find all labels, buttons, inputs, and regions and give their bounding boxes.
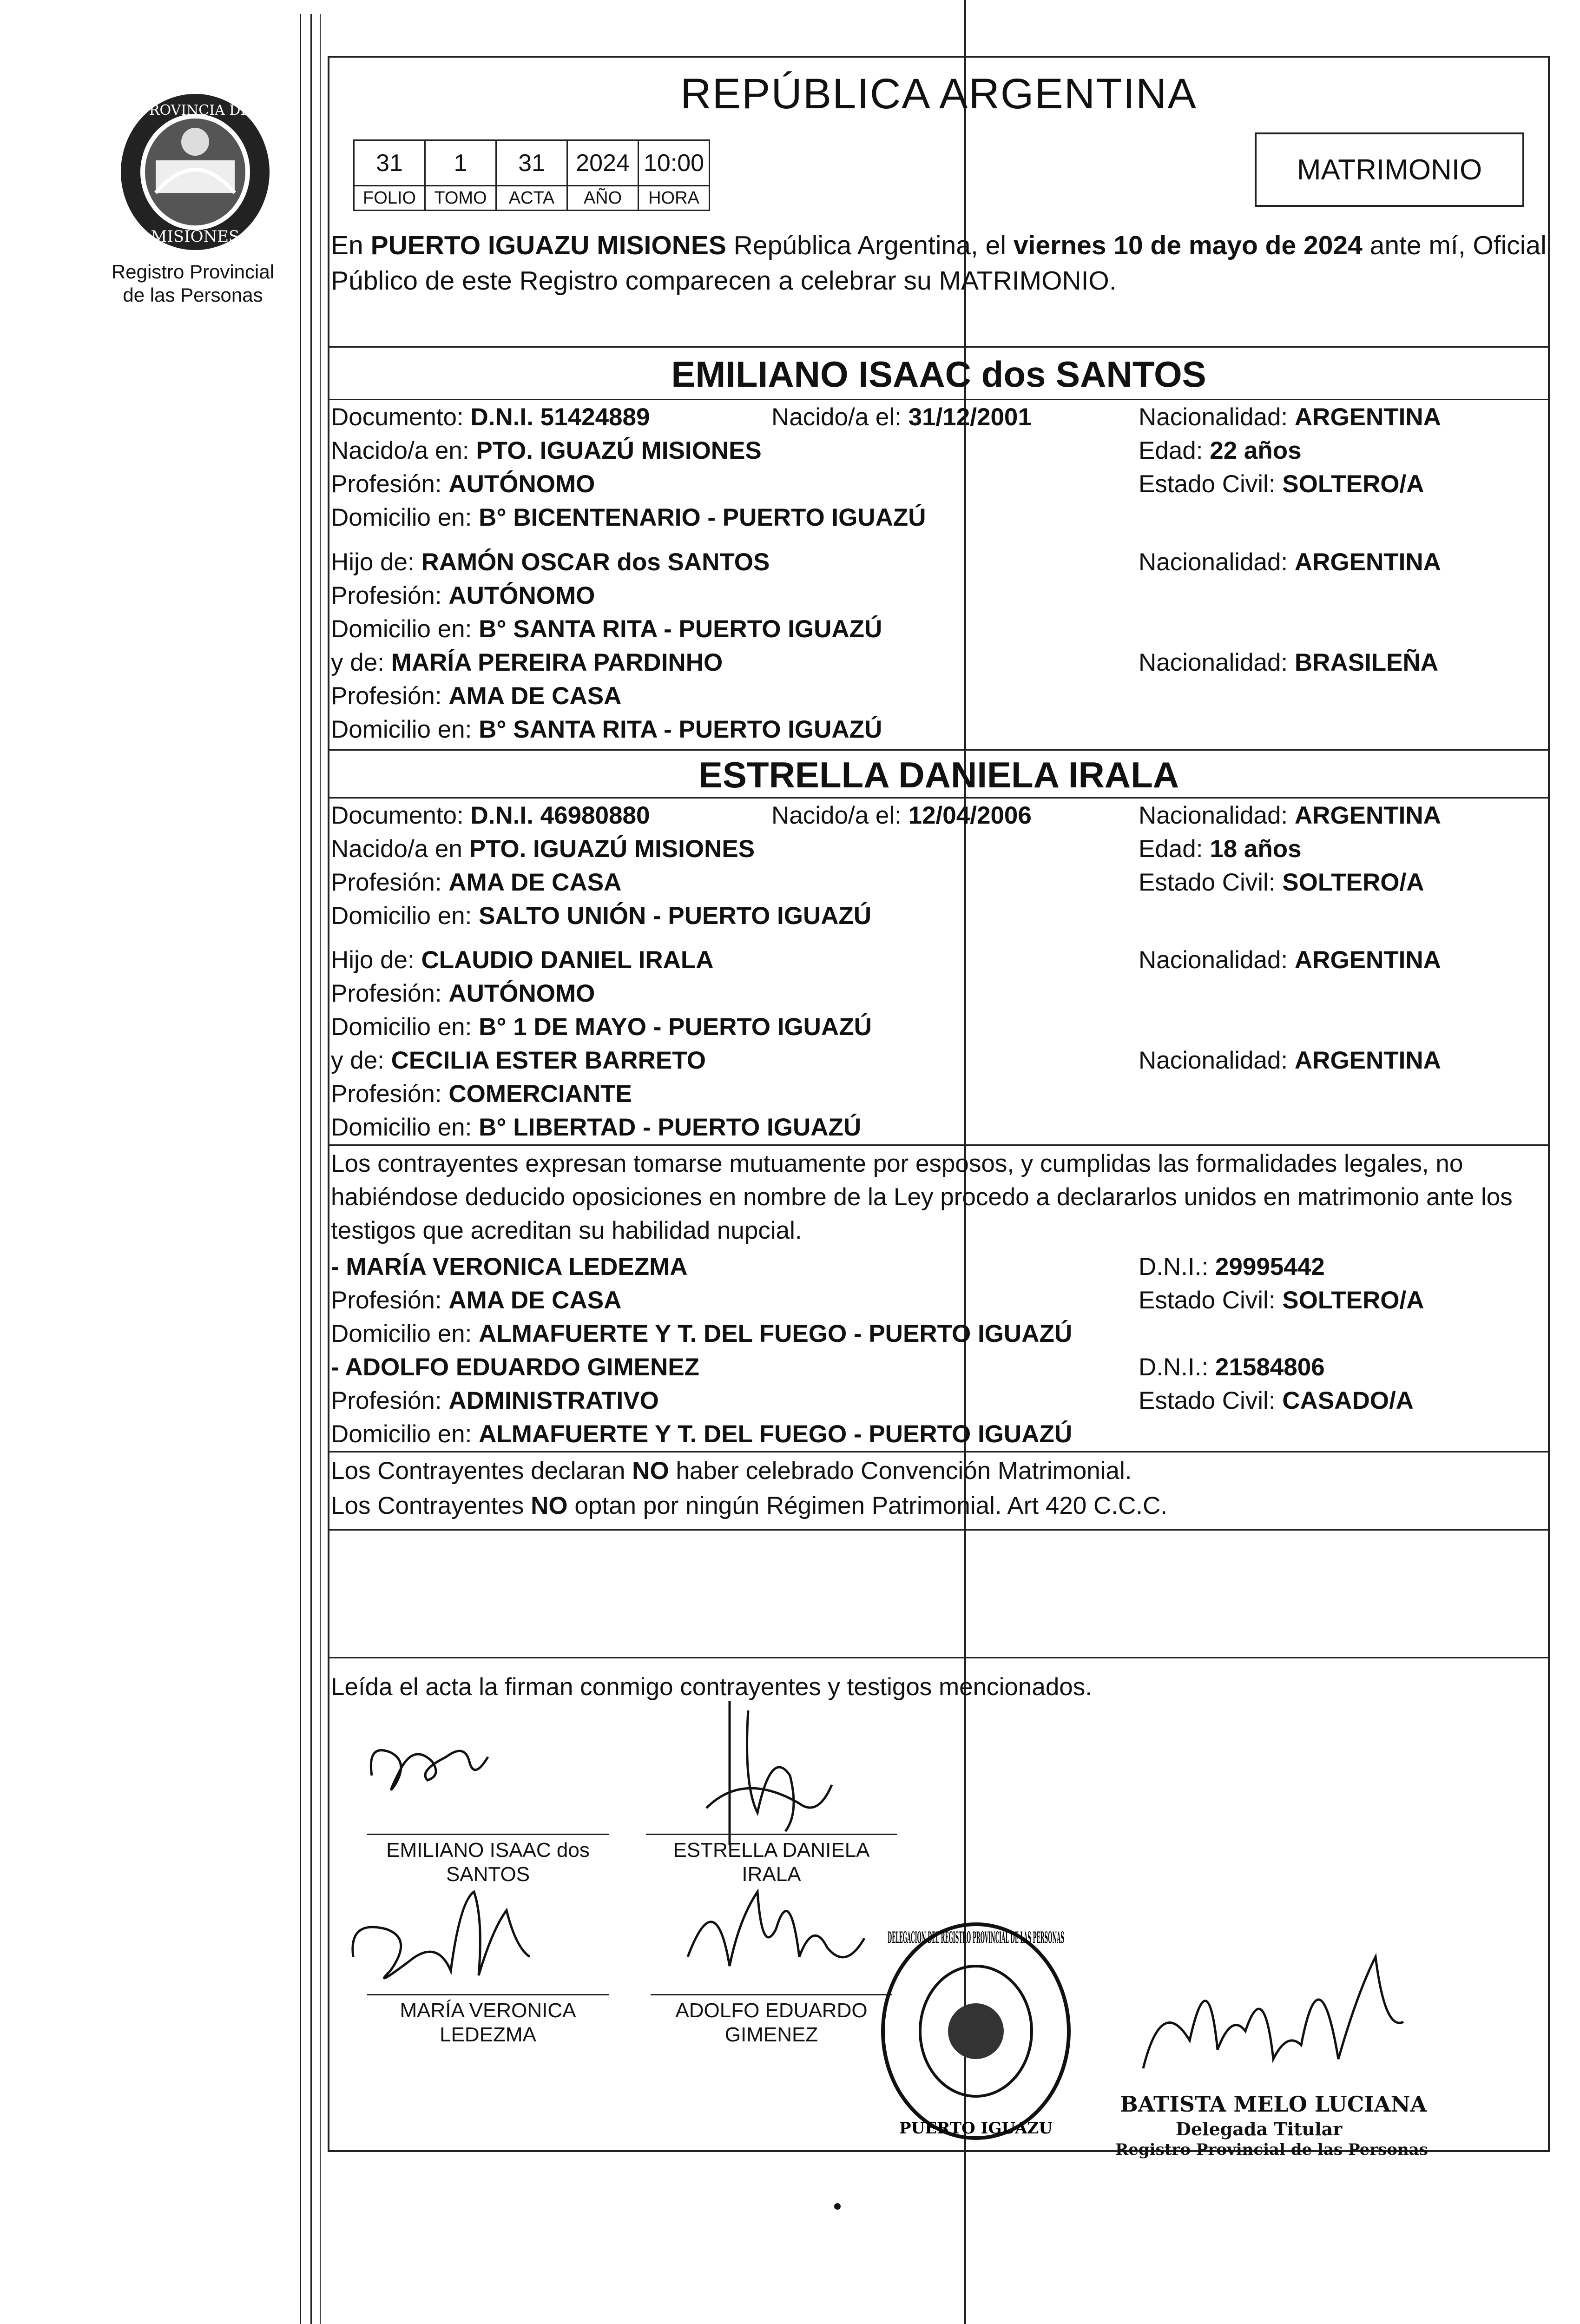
tomo-label: TOMO [425,186,496,211]
contrayente1-edad: Edad: 22 años [1139,437,1302,464]
contrayente1-padre-nacionalidad: Nacionalidad: ARGENTINA [1139,548,1441,576]
contrayente1-name: EMILIANO ISAAC dos SANTOS [671,354,1206,395]
svg-text:PROVINCIA DE: PROVINCIA DE [139,102,251,119]
anio-label: AÑO [567,186,639,211]
section-divider [328,346,1550,348]
testigo1-estado-civil: Estado Civil: SOLTERO/A [1139,1287,1424,1314]
contrayente2-nacido-en: Nacido/a en PTO. IGUAZÚ MISIONES [331,835,755,863]
testigo2-profesion: Profesión: ADMINISTRATIVO [331,1387,659,1414]
stamp-center-text: PUERTO IGUAZU [899,2119,1053,2138]
signature-caption-adolfo: ADOLFO EDUARDO GIMENEZ [675,1999,868,2046]
act-type-box: MATRIMONIO [1255,132,1524,207]
contrayente2-madre-nacionalidad: Nacionalidad: ARGENTINA [1139,1047,1441,1074]
coat-of-arms-logo [105,91,286,253]
contrayente2-estado-civil: Estado Civil: SOLTERO/A [1139,869,1424,896]
signature-line [651,1994,892,1995]
hora-value: 10:00 [639,140,710,186]
logo-caption-line1: Registro Provincial [111,261,275,283]
folio-value: 31 [354,140,425,186]
contrayente1-padre-profesion: Profesión: AUTÓNOMO [331,582,595,609]
contrayente2-domicilio: Domicilio en: SALTO UNIÓN - PUERTO IGUAZÚ [331,902,872,930]
contrayente2-padre-nacionalidad: Nacionalidad: ARGENTINA [1139,946,1441,974]
margin-line [320,14,321,2324]
intro-place: PUERTO IGUAZU MISIONES [370,231,726,260]
section-divider [328,1451,1550,1452]
closing-line: Leída el acta la firman conmigo contrayentes y testigos mencionados. [331,1673,1093,1701]
testigo2-name: - ADOLFO EDUARDO GIMENEZ [331,1353,700,1381]
contrayente2-padre: Hijo de: CLAUDIO DANIEL IRALA [331,946,714,974]
signature-line [367,1834,609,1835]
contrayente2-profesion: Profesión: AMA DE CASA [331,869,622,896]
contrayente2-documento: Documento: D.N.I. 46980880 [331,802,650,829]
section-divider [328,797,1550,799]
signature-line [646,1834,897,1835]
contrayente1-estado-civil: Estado Civil: SOLTERO/A [1139,470,1424,498]
contrayente2-name: ESTRELLA DANIELA IRALA [698,754,1179,795]
contrayente1-domicilio: Domicilio en: B° BICENTENARIO - PUERTO IGUAZÚ [331,504,926,531]
acta-value: 31 [496,140,567,186]
dot-mark [834,2203,841,2210]
page-title: REPÚBLICA ARGENTINA [680,70,1197,118]
testigo1-name: - MARÍA VERONICA LEDEZMA [331,1253,688,1281]
contrayente2-madre-domicilio: Domicilio en: B° LIBERTAD - PUERTO IGUAZÚ [331,1114,862,1141]
tomo-value: 1 [425,140,496,186]
margin-line [310,14,312,2324]
contrayente1-nacionalidad: Nacionalidad: ARGENTINA [1139,403,1441,431]
svg-text:MISIONES: MISIONES [151,227,240,246]
section-divider [328,1657,1550,1658]
testigo1-profesion: Profesión: AMA DE CASA [331,1287,622,1314]
regimen-line: Los Contrayentes NO optan por ningún Régimen Patrimonial. Art 420 C.C.C. [331,1492,1167,1519]
contrayente1-nacido-en: Nacido/a en: PTO. IGUAZÚ MISIONES [331,437,762,464]
logo-caption-line2: de las Personas [123,284,263,306]
section-divider [328,1529,1550,1531]
signature-caption-estrella: ESTRELLA DANIELA IRALA [673,1839,870,1886]
testigo1-dni: D.N.I.: 29995442 [1139,1253,1325,1281]
anio-value: 2024 [567,140,639,186]
contrayente1-documento: Documento: D.N.I. 51424889 [331,403,650,431]
testigo2-dni: D.N.I.: 21584806 [1139,1353,1325,1381]
contrayente2-madre: y de: CECILIA ESTER BARRETO [331,1047,706,1074]
intro-paragraph: En PUERTO IGUAZU MISIONES República Argentina, el viernes 10 de mayo de 2024 ante mí, Oficial Público de este Registro comparecen a celebrar su MATRIMONIO. [331,231,1547,296]
contrayente2-madre-profesion: Profesión: COMERCIANTE [331,1080,632,1108]
hora-label: HORA [639,186,710,211]
oficial-org: Registro Provincial de las Personas [1115,2140,1428,2159]
section-divider [328,1144,1550,1146]
contrayente1-madre-profesion: Profesión: AMA DE CASA [331,682,622,710]
contrayente1-madre-domicilio: Domicilio en: B° SANTA RITA - PUERTO IGUAZÚ [331,716,882,743]
contrayente1-nacido-el: Nacido/a el: 31/12/2001 [771,403,1032,431]
section-divider [328,749,1550,751]
contrayente2-edad: Edad: 18 años [1139,835,1302,863]
contrayente2-nacido-el: Nacido/a el: 12/04/2006 [771,802,1032,829]
contrayente1-padre-domicilio: Domicilio en: B° SANTA RITA - PUERTO IGUAZÚ [331,615,882,643]
section-divider [328,399,1550,400]
stamp-ring-text: DELEGACION DEL REGISTRO PROVINCIAL DE LAS PERSONAS [888,1928,1064,1947]
signature-line [367,1994,609,1995]
intro-date: viernes 10 de mayo de 2024 [1013,231,1363,260]
signature-emiliano [358,1715,507,1808]
contrayente1-madre-nacionalidad: Nacionalidad: BRASILEÑA [1139,649,1439,676]
contrayente2-padre-profesion: Profesión: AUTÓNOMO [331,980,595,1007]
contrayente2-padre-domicilio: Domicilio en: B° 1 DE MAYO - PUERTO IGUAZÚ [331,1013,872,1041]
oficial-role: Delegada Titular [1176,2119,1343,2139]
signature-caption-emiliano: EMILIANO ISAAC dos SANTOS [386,1839,590,1886]
acta-label: ACTA [496,186,567,211]
testigo1-domicilio: Domicilio en: ALMAFUERTE Y T. DEL FUEGO - PUERTO IGUAZÚ [331,1320,1073,1347]
testigo2-domicilio: Domicilio en: ALMAFUERTE Y T. DEL FUEGO - PUERTO IGUAZÚ [331,1420,1073,1448]
contrayente1-profesion: Profesión: AUTÓNOMO [331,470,595,498]
folio-table [353,139,710,211]
margin-line [300,14,301,2324]
contrayente2-nacionalidad: Nacionalidad: ARGENTINA [1139,802,1441,829]
signature-caption-maria: MARÍA VERONICA LEDEZMA [400,1999,576,2046]
folio-label: FOLIO [354,186,425,211]
convencion-line: Los Contrayentes declaran NO haber celebrado Convención Matrimonial. [331,1457,1132,1485]
contrayente1-madre: y de: MARÍA PEREIRA PARDINHO [331,649,723,676]
signature-oficial [1125,1938,1422,2106]
official-round-stamp [874,1915,1078,2147]
declaration-paragraph: Los contrayentes expresan tomarse mutuamente por esposos, y cumplidas las formalidades legales, no habiéndose deducido oposiciones en nombre de la Ley procedo a declararlos unidos en matrimonio ante los testigos que acreditan su habilidad nupcial. [331,1150,1513,1244]
oficial-name: BATISTA MELO LUCIANA [1120,2092,1427,2117]
contrayente1-padre: Hijo de: RAMÓN OSCAR dos SANTOS [331,548,770,576]
testigo2-estado-civil: Estado Civil: CASADO/A [1139,1387,1414,1414]
signature-maria [335,1864,548,2003]
